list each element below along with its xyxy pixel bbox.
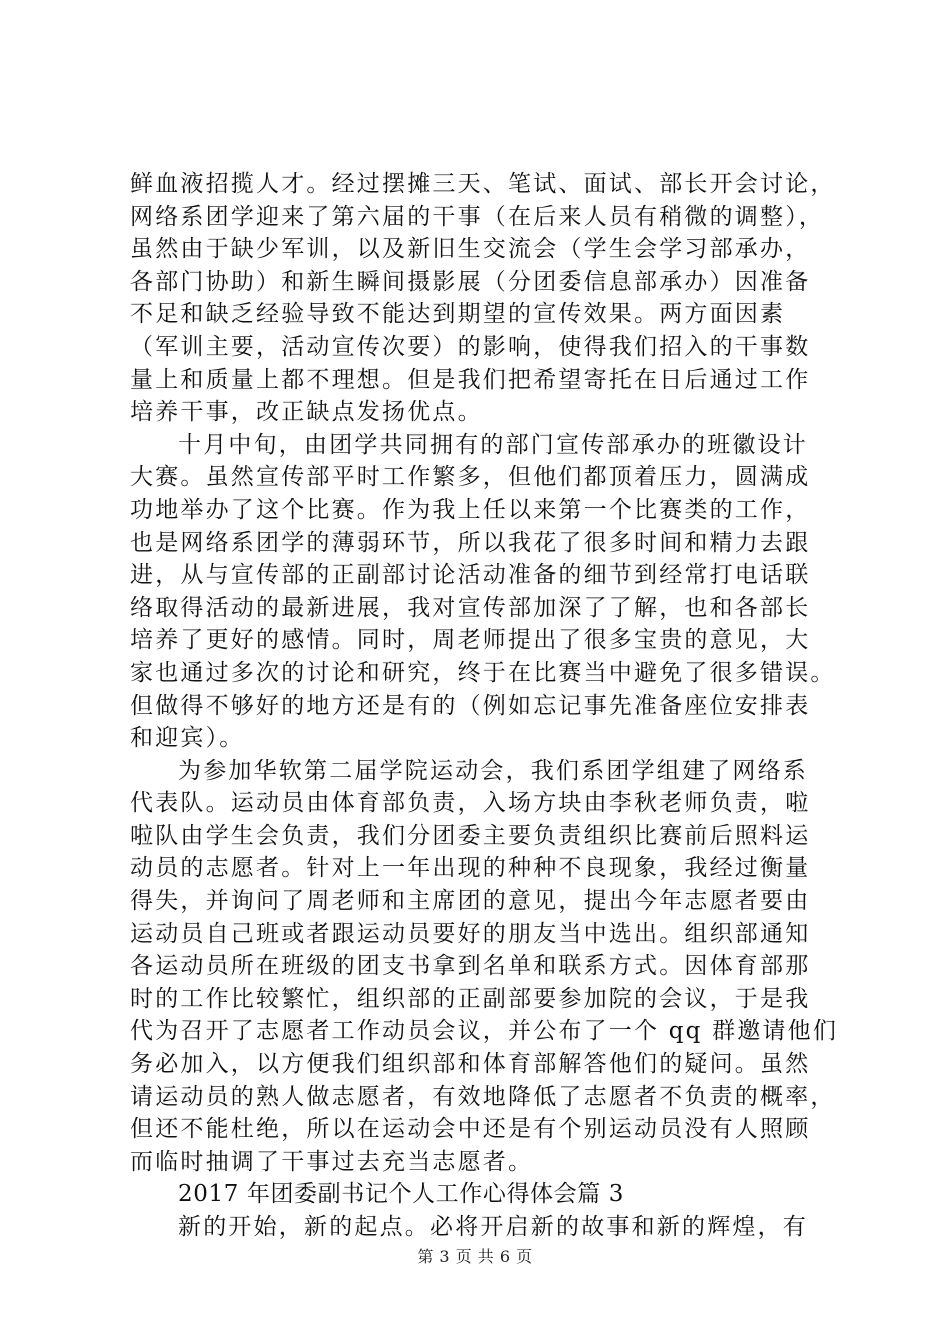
paragraph-start-line: 为参加华软第二届学院运动会，我们系团学组建了网络系 [178,757,808,784]
text-line: 请运动员的熟人做志愿者，有效地降低了志愿者不负责的概率， [130,1083,836,1110]
text-line: 时的工作比较繁忙，组织部的正副部要参加院的会议，于是我 [130,985,811,1012]
section-heading: 2017 年团委副书记个人工作心得体会篇 3 [178,1181,624,1208]
text-line: 运动员自己班或者跟运动员要好的朋友当中选出。组织部通知 [130,920,811,947]
text-line: 网络系团学迎来了第六届的干事（在后来人员有稍微的调整）， [130,203,825,230]
page-number-footer: 第 3 页 共 6 页 [417,1247,533,1266]
text-line: 得失，并询问了周老师和主席团的意见，提出今年志愿者要由 [130,888,811,915]
text-line: 但还不能杜绝，所以在运动会中还是有个别运动员没有人照顾 [130,1116,811,1143]
text-line: 大赛。虽然宣传部平时工作繁多，但他们都顶着压力，圆满成 [130,464,811,491]
text-line: （军训主要，活动宣传次要）的影响，使得我们招入的干事数 [130,333,811,360]
text-line: 但做得不够好的地方还是有的（例如忘记事先准备座位安排表 [130,692,811,719]
text-line: 不足和缺乏经验导致不能达到期望的宣传效果。两方面因素 [130,301,786,328]
text-line: 培养了更好的感情。同时，周老师提出了很多宝贵的意见，大 [130,627,811,654]
text-line: 虽然由于缺少军训，以及新旧生交流会（学生会学习部承办， [130,236,811,263]
text-line: 啦队由学生会负责，我们分团委主要负责组织比赛前后照料运 [130,822,811,849]
text-line: 家也通过多次的讨论和研究，终于在比赛当中避免了很多错误。 [130,659,836,686]
text-line: 量上和质量上都不理想。但是我们把希望寄托在日后通过工作 [130,366,811,393]
text-line: 培养干事，改正缺点发扬优点。 [130,399,483,426]
text-line: 各部门协助）和新生瞬间摄影展（分团委信息部承办）因准备 [130,268,811,295]
text-line: 代为召开了志愿者工作动员会议，并公布了一个 qq 群邀请他们 [130,1018,839,1045]
text-line: 络取得活动的最新进展，我对宣传部加深了了解，也和各部长 [130,594,811,621]
text-line: 进，从与宣传部的正副部讨论活动准备的细节到经常打电话联 [130,562,811,589]
text-line: 代表队。运动员由体育部负责，入场方块由李秋老师负责，啦 [130,790,811,817]
text-line: 而临时抽调了干事过去充当志愿者。 [130,1148,534,1175]
text-line: 各运动员所在班级的团支书拿到名单和联系方式。因体育部那 [130,953,811,980]
paragraph-start-line: 十月中旬，由团学共同拥有的部门宣传部承办的班徽设计 [178,431,808,458]
text-line: 功地举办了这个比赛。作为我上任以来第一个比赛类的工作， [130,496,811,523]
text-line: 也是网络系团学的薄弱环节，所以我花了很多时间和精力去跟 [130,529,811,556]
paragraph-start-line: 新的开始，新的起点。必将开启新的故事和新的辉煌，有 [178,1214,808,1240]
text-line: 和迎宾）。 [130,725,245,752]
text-line: 鲜血液招揽人才。经过摆摊三天、笔试、面试、部长开会讨论， [130,171,836,197]
document-body [130,168,850,1244]
text-line: 动员的志愿者。针对上一年出现的种种不良现象，我经过衡量 [130,855,811,882]
text-line: 务必加入，以方便我们组织部和体育部解答他们的疑问。虽然 [130,1051,811,1078]
